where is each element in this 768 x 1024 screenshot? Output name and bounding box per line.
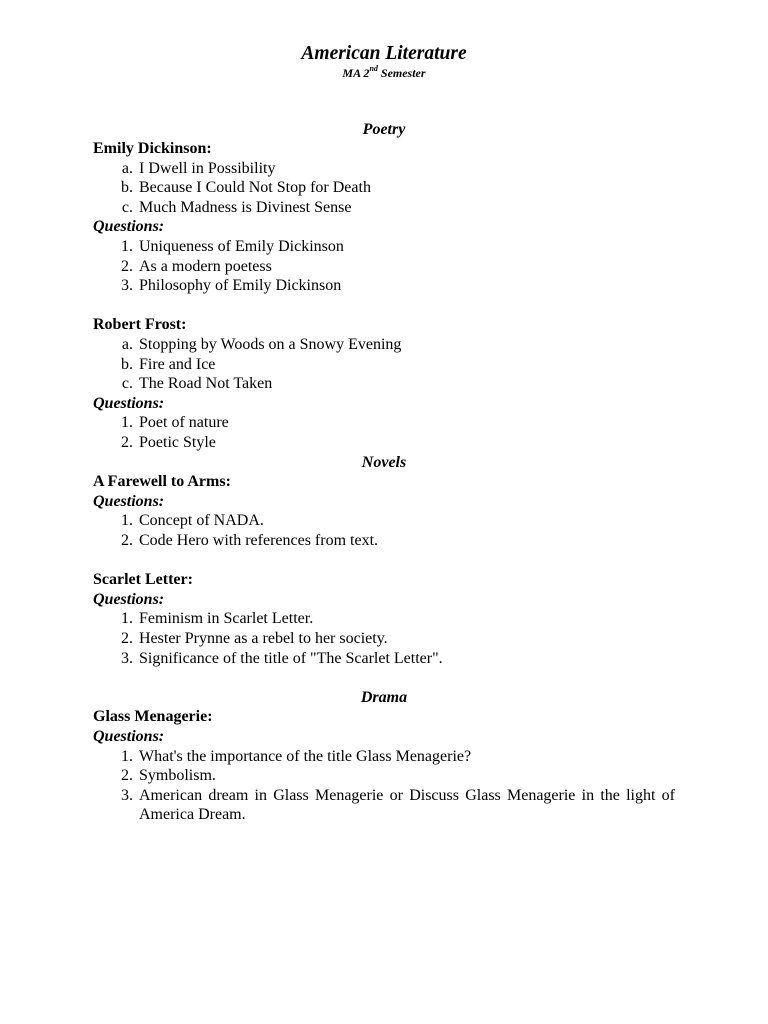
list-item-text: Stopping by Woods on a Snowy Evening bbox=[139, 336, 402, 354]
work-title-frost: Robert Frost: bbox=[93, 316, 187, 334]
list-marker: 3. bbox=[121, 786, 133, 804]
work-title-dickinson: Emily Dickinson: bbox=[93, 140, 212, 158]
list-marker: 2. bbox=[121, 531, 133, 549]
list-item bbox=[93, 511, 675, 531]
list-marker: b. bbox=[121, 179, 133, 197]
list-item bbox=[93, 609, 675, 629]
list-marker: a. bbox=[121, 159, 133, 177]
list-item-text: Much Madness is Divinest Sense bbox=[139, 198, 352, 216]
questions-label-farewell: Questions: bbox=[93, 492, 165, 510]
list-marker: 1. bbox=[121, 610, 133, 628]
subtitle-superscript: nd bbox=[369, 64, 378, 73]
list-marker: c. bbox=[121, 375, 133, 393]
list-item-text: As a modern poetess bbox=[139, 257, 272, 275]
list-item-text: Significance of the title of "The Scarlet Letter". bbox=[139, 649, 443, 667]
list-marker: a. bbox=[121, 336, 133, 354]
list-item bbox=[93, 276, 675, 296]
spacer bbox=[93, 296, 675, 316]
list-item-text: Because I Could Not Stop for Death bbox=[139, 179, 371, 197]
list-marker: 3. bbox=[121, 277, 133, 295]
list-item bbox=[93, 649, 675, 669]
questions-label-frost: Questions: bbox=[93, 394, 165, 412]
list-item bbox=[93, 629, 675, 649]
list-item bbox=[93, 374, 675, 394]
questions-label-dickinson: Questions: bbox=[93, 218, 165, 236]
list-item-text: Feminism in Scarlet Letter. bbox=[139, 610, 314, 628]
spacer bbox=[93, 551, 675, 571]
list-item-text: Fire and Ice bbox=[139, 355, 216, 373]
questions-label-glass: Questions: bbox=[93, 727, 165, 745]
section-heading-novels: Novels bbox=[361, 453, 407, 471]
questions-label-scarlet: Questions: bbox=[93, 590, 165, 608]
question-list-dickinson bbox=[93, 237, 675, 296]
syllabus-content bbox=[93, 120, 675, 825]
list-marker: 1. bbox=[121, 512, 133, 530]
list-marker: c. bbox=[121, 198, 133, 216]
section-heading-poetry: Poetry bbox=[362, 120, 406, 138]
list-item-text: Philosophy of Emily Dickinson bbox=[139, 277, 342, 295]
subtitle-suffix: Semester bbox=[377, 66, 426, 80]
document-title: American Literature bbox=[301, 43, 467, 64]
section-heading-drama: Drama bbox=[360, 688, 408, 706]
list-marker: 2. bbox=[121, 257, 133, 275]
list-marker: 3. bbox=[121, 649, 133, 667]
list-item bbox=[93, 335, 675, 355]
list-item-text: Poetic Style bbox=[139, 434, 216, 451]
list-item bbox=[93, 747, 675, 767]
list-item-text: Poet of nature bbox=[139, 414, 229, 432]
question-list-farewell bbox=[93, 511, 675, 550]
poem-list-dickinson bbox=[93, 159, 675, 218]
list-item bbox=[93, 433, 675, 453]
list-item-text: Code Hero with references from text. bbox=[139, 531, 379, 549]
list-item-text: Uniqueness of Emily Dickinson bbox=[139, 238, 344, 256]
list-item bbox=[93, 786, 675, 825]
list-item-text: Concept of NADA. bbox=[139, 512, 264, 530]
list-item-text: American dream in Glass Menagerie or Discuss Glass Menagerie in the light of America Dream. bbox=[139, 786, 675, 824]
work-title-glass: Glass Menagerie: bbox=[93, 708, 213, 726]
list-marker: 2. bbox=[121, 434, 133, 451]
spacer bbox=[93, 668, 675, 688]
poem-list-frost bbox=[93, 335, 675, 394]
list-marker: 1. bbox=[121, 414, 133, 432]
list-item-text: Hester Prynne as a rebel to her society. bbox=[139, 629, 388, 647]
list-item bbox=[93, 531, 675, 551]
list-item bbox=[93, 178, 675, 198]
list-item bbox=[93, 413, 675, 433]
work-title-farewell: A Farewell to Arms: bbox=[93, 473, 231, 491]
list-item bbox=[93, 766, 675, 786]
list-item bbox=[93, 355, 675, 375]
list-item bbox=[93, 159, 675, 179]
list-item-text: The Road Not Taken bbox=[139, 375, 273, 393]
list-item-text: Symbolism. bbox=[139, 767, 216, 785]
question-list-scarlet bbox=[93, 609, 675, 668]
list-item bbox=[93, 237, 675, 257]
list-marker: 2. bbox=[121, 629, 133, 647]
question-list-frost bbox=[93, 413, 675, 452]
list-marker: 2. bbox=[121, 767, 133, 785]
work-title-scarlet: Scarlet Letter: bbox=[93, 571, 193, 589]
list-marker: b. bbox=[121, 355, 133, 373]
list-marker: 1. bbox=[121, 747, 133, 765]
list-item-text: I Dwell in Possibility bbox=[139, 159, 276, 177]
subtitle-prefix: MA 2 bbox=[342, 66, 370, 80]
question-list-glass bbox=[93, 747, 675, 825]
list-item bbox=[93, 257, 675, 277]
list-marker: 1. bbox=[121, 238, 133, 256]
list-item bbox=[93, 198, 675, 218]
list-item-text: What's the importance of the title Glass Menagerie? bbox=[139, 747, 472, 765]
document-subtitle bbox=[0, 66, 768, 80]
